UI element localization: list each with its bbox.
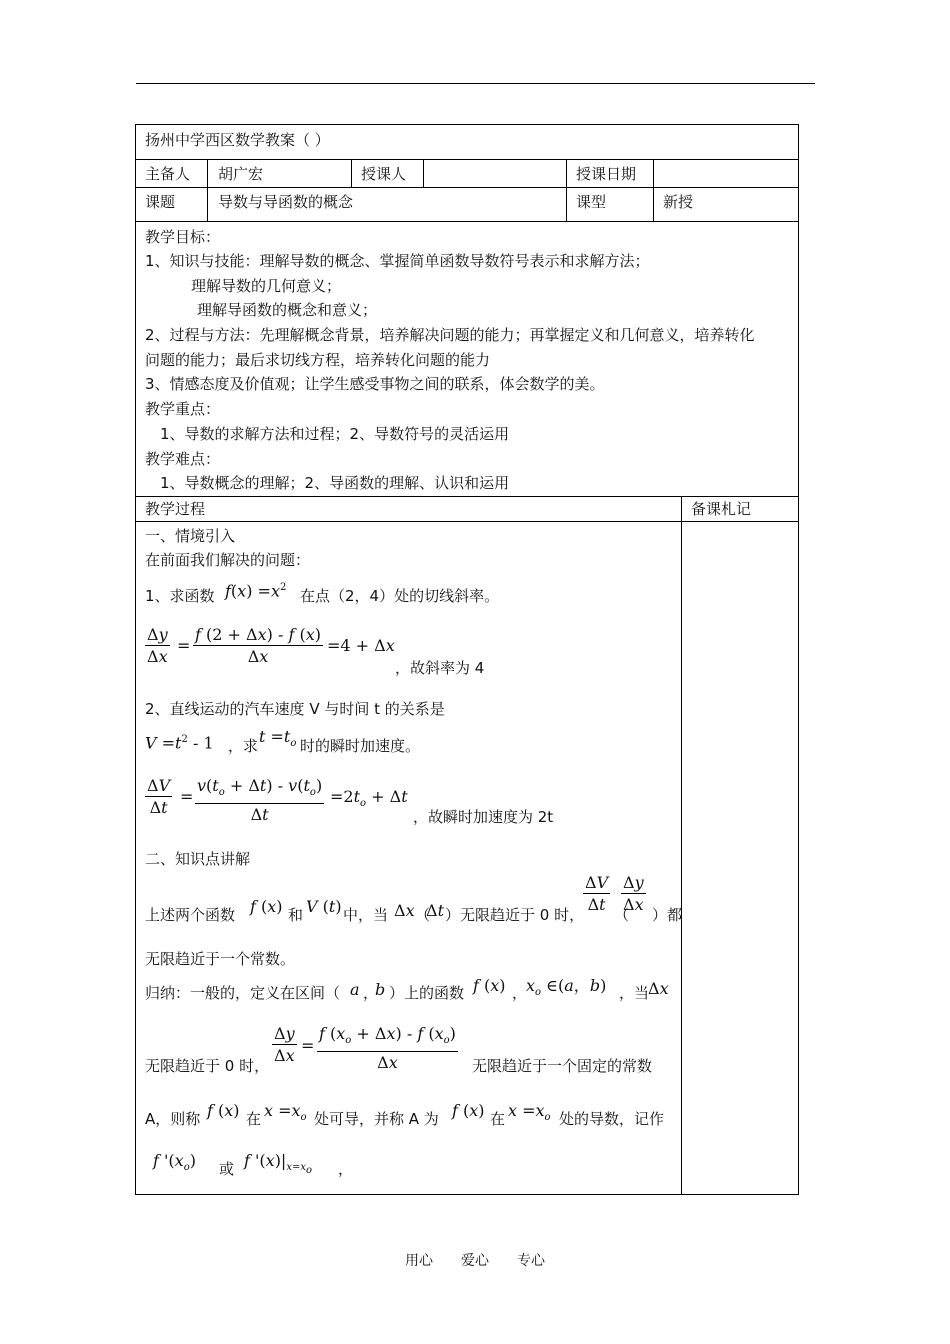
- problem-2-result: ，故瞬时加速度为 2t: [413, 808, 554, 826]
- formula-dt: Δt: [426, 901, 444, 920]
- topic-value: 导数与导函数的概念: [218, 193, 354, 211]
- type-value: 新授: [663, 193, 694, 211]
- process-heading: 教学过程: [145, 500, 206, 518]
- generalization-text: ，当: [619, 984, 650, 1002]
- formula-f-prime-xo: f '$(x_o)$: [153, 1151, 196, 1174]
- col-divider: [566, 159, 567, 221]
- problem-2-text: 时的瞬时加速度。: [300, 737, 421, 755]
- lecture-text: 无限趋近于一个常数。: [145, 950, 296, 968]
- row-divider: [135, 159, 799, 160]
- objectives-heading: 教学目标：: [145, 228, 221, 246]
- equals-sign: =: [177, 636, 191, 655]
- top-rule: [136, 83, 815, 84]
- definition-text: ，: [338, 1160, 354, 1178]
- formula-x-eq-xo: $x =x_o$: [264, 1101, 307, 1124]
- lecture-text: ）都: [652, 906, 683, 924]
- preparer-label: 主备人: [145, 165, 191, 183]
- objective-line: 2、过程与方法：先理解概念背景，培养解决问题的能力；再掌握定义和几何意义，培养转化: [145, 326, 755, 344]
- problem-2-text: 2、直线运动的汽车速度 V 与时间 t 的关系是: [145, 700, 445, 718]
- difficult-points: 1、导数概念的理解；2、导函数的理解、认识和运用: [160, 474, 510, 492]
- fraction-dy-dx-small: $\frac{\Delta y}{\Delta x}$: [623, 873, 644, 914]
- problem-1-text: 1、求函数: [145, 587, 215, 605]
- date-label: 授课日期: [576, 165, 637, 183]
- problem-2-text: ，求: [228, 737, 259, 755]
- notes-heading: 备课札记: [691, 500, 752, 518]
- row-divider: [135, 187, 799, 188]
- definition-text: 在: [246, 1110, 262, 1128]
- section-1-intro: 在前面我们解决的问题：: [145, 551, 311, 569]
- teacher-label: 授课人: [361, 165, 407, 183]
- section-2-title: 二、知识点讲解: [145, 850, 251, 868]
- formula-fx: f (x): [250, 897, 283, 916]
- problem-1-result: ，故斜率为 4: [395, 659, 485, 677]
- notes-col-divider: [681, 496, 682, 1195]
- fraction-dv-dt-small: $\frac{\Delta V}{\Delta t}$: [585, 873, 609, 914]
- generalization-text: ）上的函数: [389, 984, 465, 1002]
- objective-line: 3、情感态度及价值观；让学生感受事物之间的联系，体会数学的美。: [145, 375, 605, 393]
- objective-line: 1、知识与技能：理解导数的概念、掌握简单函数导数符号表示和求解方法；: [145, 252, 650, 270]
- section-1-title: 一、情境引入: [145, 527, 236, 545]
- formula-t-eq-to: $t =t_o$: [259, 727, 297, 750]
- formula-v-eq-t2-1: $V =t^2 - 1$: [145, 733, 214, 753]
- formula-f-prime-x-at-xo: f '$(x)|_{x=x_o}$: [244, 1151, 313, 1177]
- lecture-text: 和: [288, 906, 304, 924]
- definition-text: 在: [490, 1110, 506, 1128]
- col-divider: [653, 159, 654, 221]
- type-label: 课型: [576, 193, 607, 211]
- row-divider: [135, 221, 799, 222]
- formula-vt: V (t): [306, 897, 342, 916]
- formula-b: b: [375, 980, 386, 999]
- objective-line: 理解导函数的概念和意义；: [197, 301, 378, 319]
- generalization-text: 无限趋近于一个固定的常数: [472, 1057, 653, 1075]
- equals-sign: =: [301, 1036, 315, 1055]
- generalization-text: ，: [363, 984, 379, 1002]
- definition-text: 处的导数，记作: [559, 1110, 665, 1128]
- formula-a: a: [350, 980, 360, 999]
- lecture-text: ）无限趋近于 0 时，: [445, 906, 585, 924]
- equals-sign: =: [180, 787, 194, 806]
- lecture-text: （: [614, 906, 630, 924]
- definition-text: 处可导，并称 A 为: [314, 1110, 439, 1128]
- row-divider: [135, 496, 799, 497]
- page-title: 扬州中学西区数学教案（ ）: [145, 131, 330, 149]
- fraction-dy-dx: $\frac{\Delta y}{\Delta x}$: [147, 625, 168, 666]
- fraction-derivative-definition: $\frac{f (x_o + \Delta x) - f (x_o)}{\Delta x}$: [319, 1024, 456, 1073]
- formula-xo-in-ab: $x_o$ ∈(a，b): [526, 976, 607, 999]
- formula-fx-eq-x2: $f(x) =x^2$: [225, 581, 287, 601]
- col-divider: [423, 159, 424, 187]
- lecture-text: 上述两个函数: [145, 906, 236, 924]
- page-footer: 用心 爱心 专心: [405, 1253, 545, 1269]
- formula-2to-plus-dt: $=2t_o + \Delta t$: [330, 787, 408, 810]
- fraction-difference-quotient: $\frac{f (2 + \Delta x) - f (x)}{\Delta x}$: [195, 625, 321, 666]
- generalization-text: 归纳：一般的，定义在区间（: [145, 984, 341, 1002]
- formula-dx: Δx: [648, 979, 669, 998]
- generalization-text: 无限趋近于 0 时，: [145, 1057, 270, 1075]
- fraction-dy-dx: $\frac{\Delta y}{\Delta x}$: [274, 1024, 295, 1065]
- objective-line: 理解导数的几何意义；: [191, 277, 342, 295]
- topic-label: 课题: [145, 193, 176, 211]
- definition-text: 或: [219, 1160, 235, 1178]
- fraction-velocity-quotient: $\frac{v(t_o + \Delta t) - v(t_o)}{\Delta t}$: [197, 776, 323, 825]
- key-heading: 教学重点：: [145, 400, 221, 418]
- formula-fx: f (x): [452, 1101, 485, 1120]
- formula-fx: f (x): [207, 1101, 240, 1120]
- formula-dx: Δx: [394, 901, 415, 920]
- preparer-value: 胡广宏: [218, 165, 264, 183]
- lecture-text: （: [415, 906, 431, 924]
- col-divider: [351, 159, 352, 187]
- objective-line: 问题的能力；最后求切线方程，培养转化问题的能力: [145, 351, 491, 369]
- row-divider: [135, 521, 799, 522]
- fraction-dv-dt: $\frac{\Delta V}{\Delta t}$: [147, 776, 171, 817]
- lecture-text: 中，当: [343, 906, 389, 924]
- formula-4-plus-dx: =4 + Δx: [327, 636, 395, 655]
- difficult-heading: 教学难点：: [145, 450, 221, 468]
- formula-x-eq-xo: $x =x_o$: [508, 1101, 551, 1124]
- col-divider: [207, 159, 208, 221]
- problem-1-text: 在点（2，4）处的切线斜率。: [300, 587, 500, 605]
- definition-text: A，则称: [145, 1110, 201, 1128]
- key-points: 1、导数的求解方法和过程；2、导数符号的灵活运用: [160, 425, 510, 443]
- generalization-text: ，: [512, 984, 528, 1002]
- formula-fx: f (x): [473, 976, 506, 995]
